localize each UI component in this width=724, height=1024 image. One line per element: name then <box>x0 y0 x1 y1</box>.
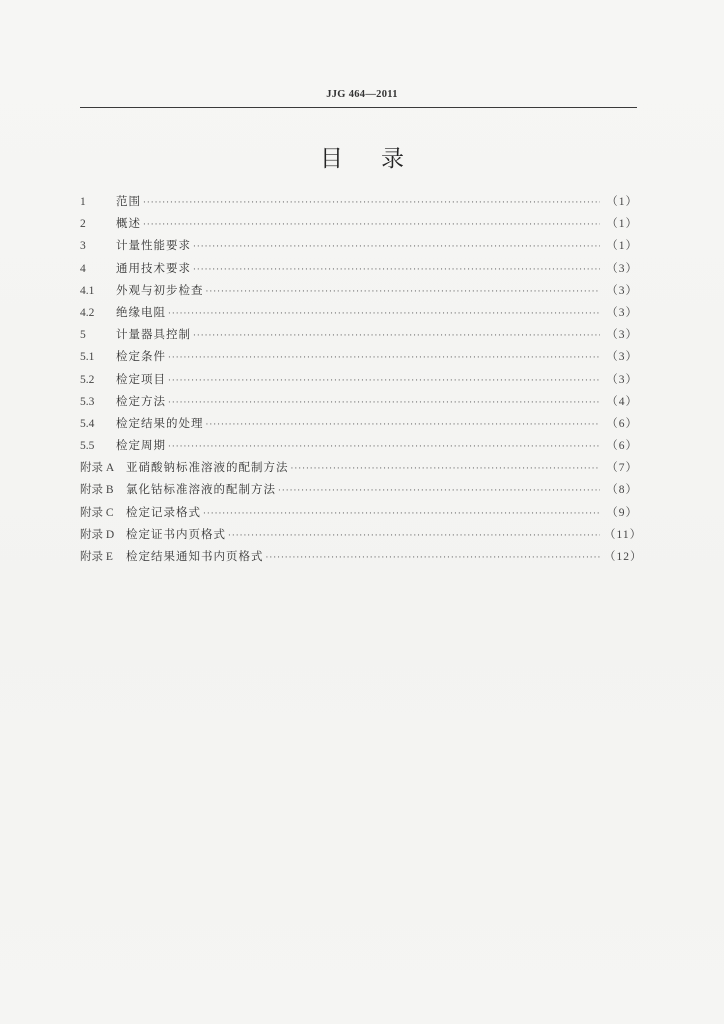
toc-entry-page: （1） <box>606 218 638 231</box>
toc-entry-page: （8） <box>606 484 638 497</box>
toc-entry[interactable] <box>80 412 638 434</box>
toc-title: 目录 <box>320 146 442 172</box>
toc-entry-number: 4.1 <box>80 284 95 297</box>
toc-entry-page: （3） <box>606 306 638 319</box>
toc-entry-page: （1） <box>606 196 638 208</box>
toc-entry[interactable] <box>80 456 638 478</box>
toc-entry-number: 附录 A <box>80 462 115 475</box>
toc-leader-dots <box>168 303 600 325</box>
toc-entry[interactable] <box>80 390 638 412</box>
toc-entry-label: 通用技术要求 <box>116 260 191 275</box>
toc-entry-label: 检定项目 <box>116 371 166 386</box>
toc-entry[interactable] <box>80 301 638 323</box>
toc-leader-dots <box>193 259 600 281</box>
toc-entry[interactable] <box>80 478 638 500</box>
toc-entry-label: 检定结果通知书内页格式 <box>126 549 264 563</box>
toc-leader-dots <box>228 525 600 547</box>
toc-entry-number: 2 <box>80 218 86 231</box>
toc-entry-page: （11） <box>604 528 643 541</box>
toc-entry[interactable] <box>80 212 638 234</box>
toc-entry-number: 4.2 <box>80 306 95 319</box>
toc-entry-page: （6） <box>606 440 638 453</box>
toc-leader-dots <box>266 547 601 569</box>
toc-entry-label: 亚硝酸钠标准溶液的配制方法 <box>126 460 289 475</box>
toc-entry-page: （3） <box>606 329 638 342</box>
toc-entry-page: （1） <box>606 240 638 253</box>
toc-entry-number: 5.2 <box>80 373 95 386</box>
toc-entry[interactable] <box>80 234 638 256</box>
toc-entry-number: 5.4 <box>80 417 95 430</box>
toc-entry-label: 氯化钴标准溶液的配制方法 <box>126 482 276 497</box>
toc-entry-number: 5.5 <box>80 440 95 453</box>
toc-entry-label: 外观与初步检查 <box>116 282 204 297</box>
toc-entry-page: （6） <box>606 417 638 430</box>
toc-entry[interactable] <box>80 279 638 301</box>
toc-entry-number: 1 <box>80 196 86 208</box>
toc-entry-label: 计量器具控制 <box>116 327 191 342</box>
toc-entry[interactable] <box>80 345 638 367</box>
toc-entry-number: 4 <box>80 262 86 275</box>
toc-entry[interactable] <box>80 257 638 279</box>
toc-entry[interactable] <box>80 545 643 567</box>
toc-entry-label: 检定证书内页格式 <box>126 526 226 541</box>
toc-entry-label: 检定记录格式 <box>126 504 201 519</box>
toc-entry-label: 检定周期 <box>116 438 166 453</box>
toc-leader-dots <box>168 370 600 392</box>
toc-entry[interactable] <box>80 368 638 390</box>
toc-entry-page: （3） <box>606 284 638 297</box>
toc-leader-dots <box>143 214 600 236</box>
toc-leader-dots <box>278 480 600 502</box>
toc-entry-number: 3 <box>80 240 86 253</box>
toc-entry-number: 5 <box>80 329 86 342</box>
toc-leader-dots <box>168 347 600 369</box>
toc-entry-number: 附录 C <box>80 506 114 519</box>
toc-entry-label: 范围 <box>116 194 141 208</box>
header-rule <box>80 107 637 108</box>
toc-entry[interactable] <box>80 434 638 456</box>
table-of-contents <box>80 190 643 567</box>
toc-entry-label: 检定结果的处理 <box>116 415 204 430</box>
toc-entry-number: 附录 D <box>80 528 115 541</box>
toc-leader-dots <box>193 236 600 258</box>
toc-leader-dots <box>143 192 600 214</box>
toc-entry[interactable] <box>80 323 638 345</box>
toc-leader-dots <box>206 281 601 303</box>
toc-entry-page: （3） <box>606 351 638 364</box>
toc-leader-dots <box>291 458 601 480</box>
toc-entry-label: 概述 <box>116 216 141 231</box>
toc-entry-number: 附录 E <box>80 551 113 563</box>
toc-entry-page: （9） <box>606 506 638 519</box>
toc-leader-dots <box>206 414 601 436</box>
toc-entry-number: 5.3 <box>80 395 95 408</box>
toc-leader-dots <box>203 503 600 525</box>
toc-entry-label: 检定条件 <box>116 349 166 364</box>
toc-entry-page: （12） <box>604 551 643 563</box>
toc-entry-label: 计量性能要求 <box>116 238 191 253</box>
toc-leader-dots <box>168 392 600 414</box>
toc-entry-label: 绝缘电阻 <box>116 304 166 319</box>
toc-entry[interactable] <box>80 190 638 212</box>
toc-entry-number: 5.1 <box>80 351 95 364</box>
toc-entry-page: （3） <box>606 373 638 386</box>
toc-entry-label: 检定方法 <box>116 393 166 408</box>
toc-entry[interactable] <box>80 501 638 523</box>
toc-entry[interactable] <box>80 523 643 545</box>
toc-entry-page: （7） <box>606 462 638 475</box>
toc-entry-page: （3） <box>606 262 638 275</box>
toc-entry-number: 附录 B <box>80 484 114 497</box>
toc-leader-dots <box>168 436 600 458</box>
toc-entry-page: （4） <box>606 395 638 408</box>
standard-code: JJG 464—2011 <box>326 89 398 100</box>
toc-leader-dots <box>193 325 600 347</box>
